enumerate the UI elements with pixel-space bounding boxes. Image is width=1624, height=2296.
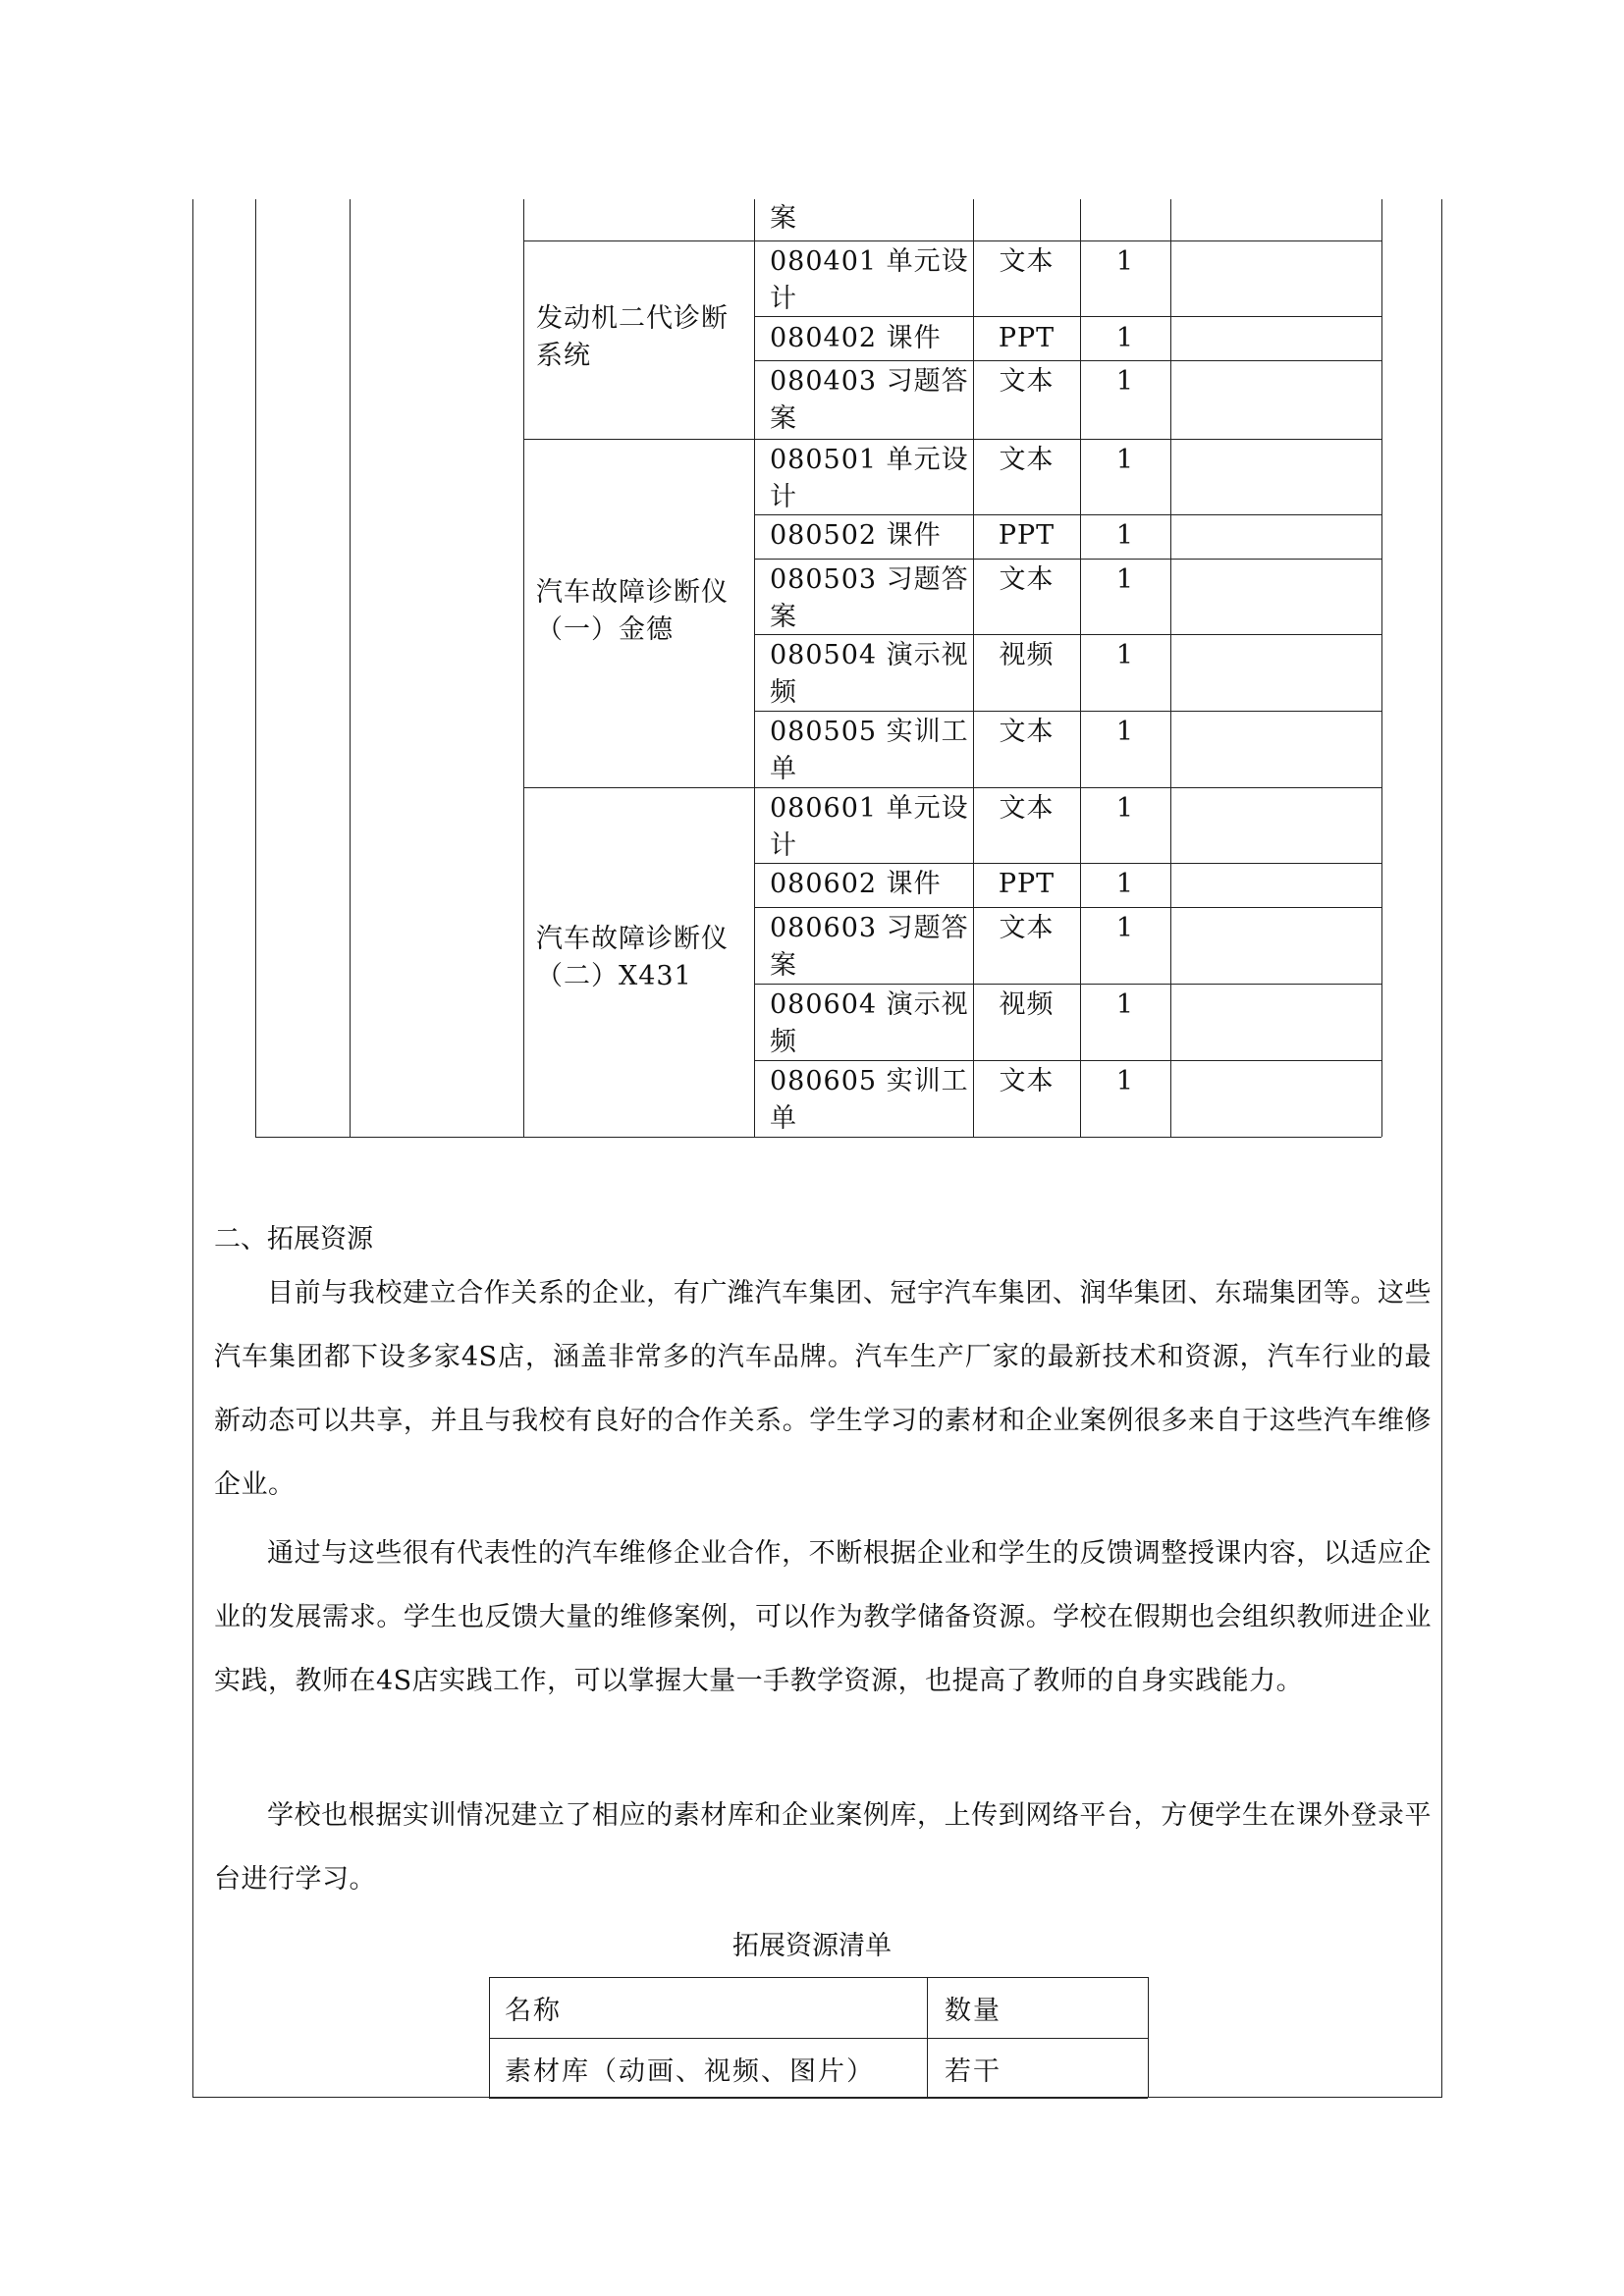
item-text: 案 bbox=[770, 403, 797, 434]
item-text: 080502 课件 bbox=[770, 520, 942, 551]
item-text: 单 bbox=[770, 1103, 797, 1134]
table-rule bbox=[489, 2098, 1148, 2099]
table-cell-name: 素材库（动画、视频、图片） bbox=[505, 2056, 875, 2087]
item-text: 080603 习题答 bbox=[770, 913, 969, 943]
item-text: 080501 单元设 bbox=[770, 445, 969, 475]
table-rule bbox=[255, 199, 256, 1137]
count-cell: 1 bbox=[1115, 869, 1135, 899]
table-rule bbox=[754, 907, 1381, 908]
table-row bbox=[770, 243, 969, 318]
group-name bbox=[536, 300, 747, 375]
table-rule bbox=[489, 1977, 490, 2098]
item-text: 计 bbox=[770, 482, 797, 512]
count-cell: 1 bbox=[1115, 989, 1135, 1020]
type-cell: 文本 bbox=[999, 445, 1055, 475]
type-cell: 文本 bbox=[999, 717, 1055, 747]
table-row bbox=[770, 363, 969, 438]
group-name-line: 汽车故障诊断仪 bbox=[536, 924, 729, 954]
paragraph: 通过与这些很有代表性的汽车维修企业合作，不断根据企业和学生的反馈调整授课内容，以适应企业的发展需求。学生也反馈大量的维修案例，可以作为教学储备资源。学校在假期也会组织教师进企业实践，教师在4S店实践工作，可以掌握大量一手教学资源，也提高了教师的自身实践能力。 bbox=[214, 1538, 1432, 1696]
table-rule bbox=[489, 1977, 1148, 1978]
table-rule bbox=[523, 199, 524, 1137]
type-cell: PPT bbox=[998, 520, 1056, 551]
count-cell: 1 bbox=[1115, 640, 1135, 670]
table-rule bbox=[350, 199, 351, 1137]
table-header-qty: 数量 bbox=[945, 1996, 1001, 2026]
table-row bbox=[770, 442, 969, 516]
group-name-line: 发动机二代诊断 bbox=[536, 303, 729, 334]
item-text: 080604 演示视 bbox=[770, 989, 969, 1020]
item-text: 080601 单元设 bbox=[770, 793, 969, 824]
count-cell: 1 bbox=[1115, 793, 1135, 824]
item-text: 频 bbox=[770, 677, 797, 708]
count-cell: 1 bbox=[1115, 913, 1135, 943]
item-text: 计 bbox=[770, 830, 797, 861]
table-row bbox=[770, 987, 969, 1061]
table-header-name: 名称 bbox=[505, 1996, 562, 2026]
group-name-line: （二）X431 bbox=[536, 961, 692, 991]
type-cell: 文本 bbox=[999, 564, 1055, 595]
table-row bbox=[770, 790, 969, 865]
type-cell: PPT bbox=[998, 869, 1056, 899]
item-text: 080605 实训工 bbox=[770, 1066, 969, 1096]
group-name-line: 汽车故障诊断仪 bbox=[536, 577, 729, 608]
table-rule bbox=[523, 439, 1381, 440]
count-cell: 1 bbox=[1115, 1066, 1135, 1096]
table-row bbox=[770, 561, 969, 636]
type-cell: 文本 bbox=[999, 366, 1055, 397]
count-cell: 1 bbox=[1115, 717, 1135, 747]
item-text: 080402 课件 bbox=[770, 323, 942, 353]
item-text: 频 bbox=[770, 1027, 797, 1057]
table-row bbox=[770, 637, 969, 712]
table-row bbox=[770, 714, 969, 788]
type-cell: 视频 bbox=[999, 989, 1055, 1020]
type-cell: 文本 bbox=[999, 913, 1055, 943]
table-rule bbox=[927, 1977, 928, 2098]
table-row bbox=[770, 910, 969, 985]
table-rule bbox=[754, 199, 755, 1137]
table-rule bbox=[1170, 199, 1171, 1137]
type-cell: 文本 bbox=[999, 246, 1055, 277]
type-cell: 文本 bbox=[999, 793, 1055, 824]
table-rule bbox=[1381, 199, 1382, 1137]
count-cell: 1 bbox=[1115, 323, 1135, 353]
table-rule bbox=[754, 360, 1381, 361]
item-text: 080504 演示视 bbox=[770, 640, 969, 670]
group-name-line: （一）金德 bbox=[536, 614, 674, 645]
table-rule bbox=[754, 559, 1381, 560]
paragraph: 学校也根据实训情况建立了相应的素材库和企业案例库，上传到网络平台，方便学生在课外登录平台进行学习。 bbox=[214, 1800, 1432, 1895]
item-text: 080401 单元设 bbox=[770, 246, 969, 277]
section-heading: 二、拓展资源 bbox=[214, 1224, 373, 1255]
item-text: 080403 习题答 bbox=[770, 366, 969, 397]
paragraph: 目前与我校建立合作关系的企业，有广潍汽车集团、冠宇汽车集团、润华集团、东瑞集团等。这些汽车集团都下设多家4S店，涵盖非常多的汽车品牌。汽车生产厂家的最新技术和资源，汽车行业的最新动态可以共享，并且与我校有良好的合作关系。学生学习的素材和企业案例很多来自于这些汽车维修企业。 bbox=[214, 1278, 1432, 1500]
item-text: 案 bbox=[770, 602, 797, 632]
item-text: 080503 习题答 bbox=[770, 564, 969, 595]
type-cell: PPT bbox=[998, 323, 1056, 353]
table-cell-item: 案 bbox=[770, 203, 797, 234]
item-text: 080602 课件 bbox=[770, 869, 942, 899]
item-text: 单 bbox=[770, 754, 797, 784]
table-rule bbox=[489, 2038, 1148, 2039]
type-cell: 文本 bbox=[999, 1066, 1055, 1096]
table-caption: 拓展资源清单 bbox=[732, 1931, 892, 1961]
count-cell: 1 bbox=[1115, 520, 1135, 551]
count-cell: 1 bbox=[1115, 564, 1135, 595]
count-cell: 1 bbox=[1115, 246, 1135, 277]
table-rule bbox=[523, 240, 1381, 241]
group-name-line: 系统 bbox=[536, 341, 591, 371]
table-cell-qty: 若干 bbox=[945, 2056, 1001, 2087]
item-text: 案 bbox=[770, 950, 797, 981]
table-rule bbox=[1148, 1977, 1149, 2098]
count-cell: 1 bbox=[1115, 445, 1135, 475]
group-name bbox=[536, 574, 747, 649]
item-text: 计 bbox=[770, 284, 797, 314]
count-cell: 1 bbox=[1115, 366, 1135, 397]
item-text: 080505 实训工 bbox=[770, 717, 969, 747]
group-name bbox=[536, 921, 747, 995]
table-row bbox=[770, 1063, 969, 1138]
type-cell: 视频 bbox=[999, 640, 1055, 670]
